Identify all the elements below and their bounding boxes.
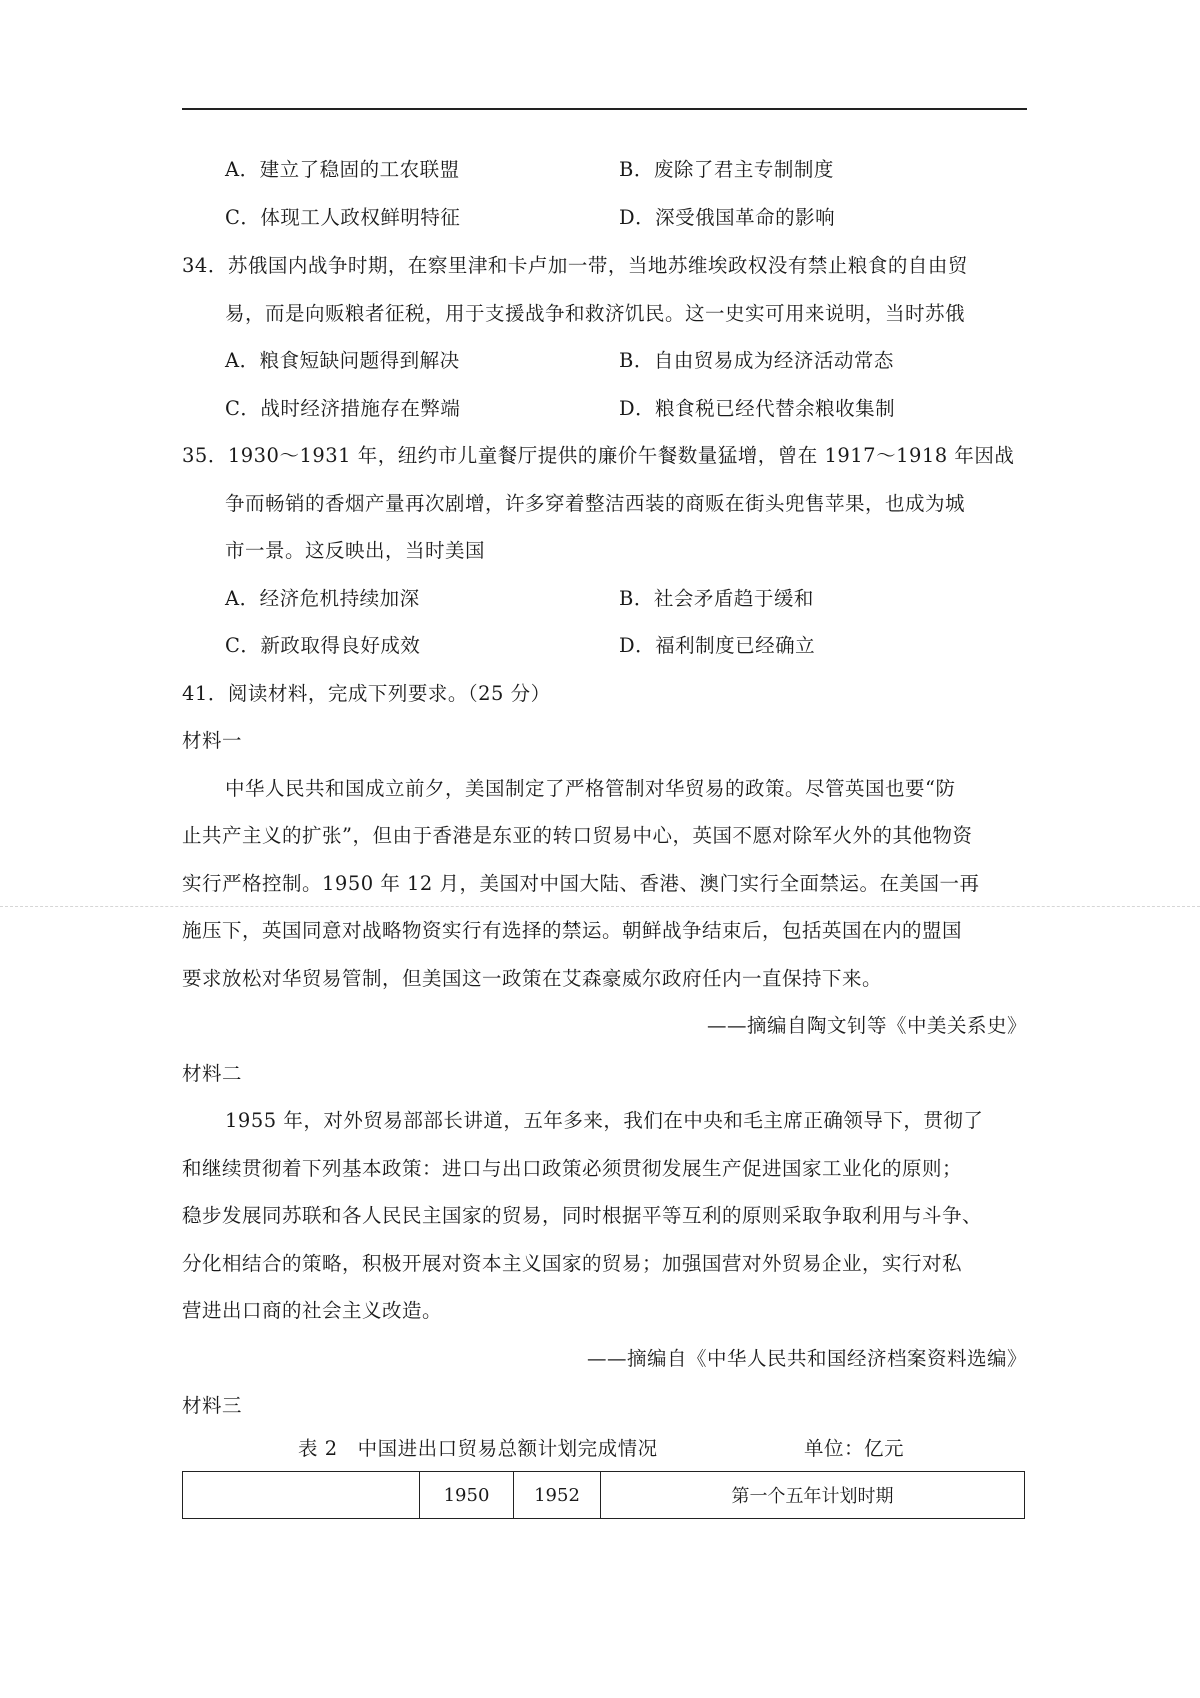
q33-option-d: D．深受俄国革命的影响 <box>619 206 836 229</box>
q35-option-c: C．新政取得良好成效 <box>225 634 421 657</box>
table-header-first-five-year-plan: 第一个五年计划时期 <box>601 1472 1025 1519</box>
material-1-line-1: 中华人民共和国成立前夕，美国制定了严格管制对华贸易的政策。尽管英国也要“防 <box>225 777 956 800</box>
material-2-line-3: 稳步发展同苏联和各人民民主国家的贸易，同时根据平等互利的原则采取争取利用与斗争、 <box>182 1204 983 1227</box>
trade-plan-table <box>182 1471 1025 1519</box>
q34-stem-line-1: 34．苏俄国内战争时期，在察里津和卡卢加一带，当地苏维埃政权没有禁止粮食的自由贸 <box>182 254 968 277</box>
material-2-title: 材料二 <box>182 1062 243 1085</box>
q35-stem-line-1: 35．1930～1931 年，纽约市儿童餐厅提供的廉价午餐数量猛增，曾在 1917～1918 年因战 <box>182 444 1015 467</box>
q33-option-c: C．体现工人政权鲜明特征 <box>225 206 461 229</box>
header-rule <box>182 108 1027 110</box>
material-2-source: ——摘编自《中华人民共和国经济档案资料选编》 <box>586 1347 1027 1370</box>
q34-option-c: C．战时经济措施存在弊端 <box>225 397 461 420</box>
table-header-row <box>183 1472 1025 1519</box>
material-3-title: 材料三 <box>182 1394 243 1417</box>
q34-stem-line-2: 易，而是向贩粮者征税，用于支援战争和救济饥民。这一史实可用来说明，当时苏俄 <box>225 302 966 325</box>
q33-option-a: A．建立了稳固的工农联盟 <box>225 158 460 181</box>
material-1-source: ——摘编自陶文钊等《中美关系史》 <box>706 1014 1027 1037</box>
material-2-line-2: 和继续贯彻着下列基本政策：进口与出口政策必须贯彻发展生产促进国家工业化的原则； <box>182 1157 963 1180</box>
q35-option-b: B．社会矛盾趋于缓和 <box>619 587 814 610</box>
q35-stem-line-2: 争而畅销的香烟产量再次剧增，许多穿着整洁西装的商贩在街头兜售苹果，也成为城 <box>225 492 966 515</box>
material-1-title: 材料一 <box>182 729 243 752</box>
q41-prompt: 41．阅读材料，完成下列要求。（25 分） <box>182 682 551 705</box>
material-2-line-4: 分化相结合的策略，积极开展对资本主义国家的贸易；加强国营对外贸易企业，实行对私 <box>182 1252 963 1275</box>
q35-stem-line-3: 市一景。这反映出，当时美国 <box>225 539 486 562</box>
table-header-1952: 1952 <box>514 1472 601 1519</box>
material-1-line-4: 施压下，英国同意对战略物资实行有选择的禁运。朝鲜战争结束后，包括英国在内的盟国 <box>182 919 963 942</box>
q35-option-d: D．福利制度已经确立 <box>619 634 816 657</box>
q33-option-b: B．废除了君主专制制度 <box>619 158 834 181</box>
table-caption: 表 2 中国进出口贸易总额计划完成情况 <box>298 1437 658 1460</box>
material-1-line-3: 实行严格控制。1950 年 12 月，美国对中国大陆、香港、澳门实行全面禁运。在美国一再 <box>182 872 980 895</box>
material-2-line-1: 1955 年，对外贸易部部长讲道，五年多来，我们在中央和毛主席正确领导下，贯彻了 <box>225 1109 984 1132</box>
table-header-blank <box>183 1472 420 1519</box>
table-header-1950: 1950 <box>420 1472 514 1519</box>
q34-option-b: B．自由贸易成为经济活动常态 <box>619 349 894 372</box>
q34-option-a: A．粮食短缺问题得到解决 <box>225 349 460 372</box>
material-1-line-2: 止共产主义的扩张”，但由于香港是东亚的转口贸易中心，英国不愿对除军火外的其他物资 <box>182 824 973 847</box>
material-2-line-5: 营进出口商的社会主义改造。 <box>182 1299 443 1322</box>
q34-option-d: D．粮食税已经代替余粮收集制 <box>619 397 896 420</box>
table-unit: 单位：亿元 <box>804 1437 905 1460</box>
material-1-line-5: 要求放松对华贸易管制，但美国这一政策在艾森豪威尔政府任内一直保持下来。 <box>182 967 883 990</box>
q35-option-a: A．经济危机持续加深 <box>225 587 420 610</box>
page-fold-line <box>0 906 1200 907</box>
